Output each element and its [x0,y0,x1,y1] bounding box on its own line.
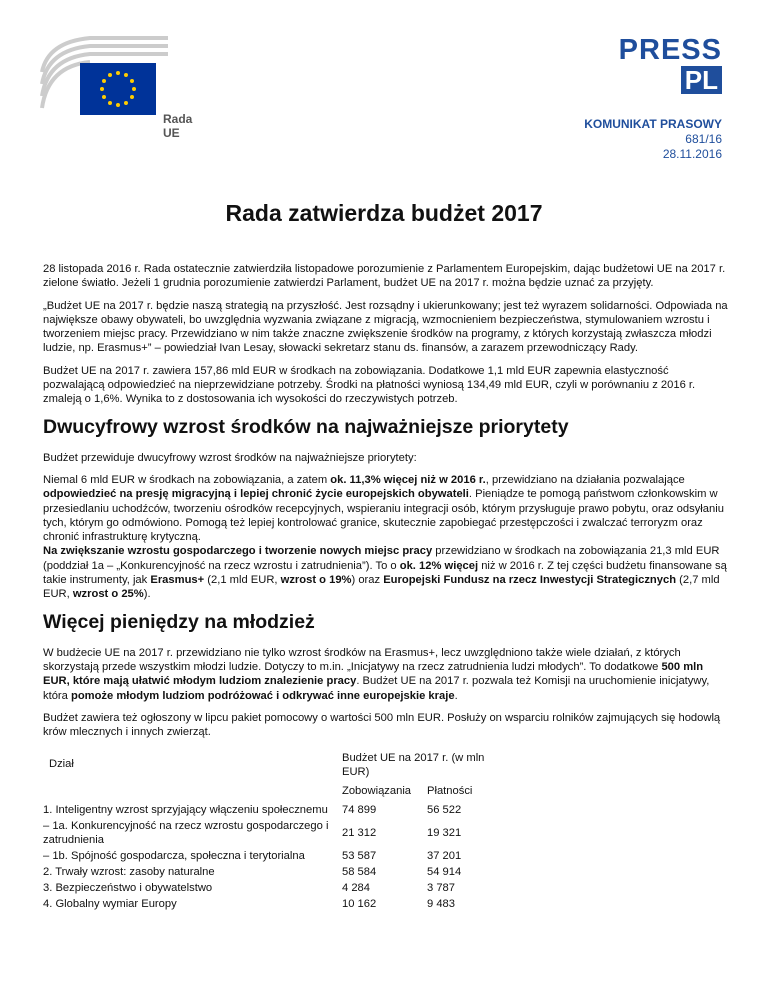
quote-paragraph: „Budżet UE na 2017 r. będzie naszą strategią na przyszłość. Jest rozsądny i ukierunkowany; jest też wyrazem solidarności. Odpowiada na największe obawy obywateli, bo uwzględnia wyzwania związane z migracją, wzmocnieniem bezpieczeństwa, stymulowaniem wzrostu i tworzeniem miejsc pracy. Przewidziano w nim także znaczne zwiększenie środków na programy, z których korzystają zwłaszcza młodzi ludzie, np. Erasmus+” – powiedział Ivan Lesay, słowacki sekretarz stanu ds. finansów, a zarazem przewodniczący Rady. [43,299,728,355]
growth-paragraph: Na zwiększanie wzrostu gospodarczego i tworzenie nowych miejsc pracy przewidziano w środkach na zobowiązania 21,3 mld EUR (poddział 1a – „Konkurencyjność na rzecz wzrostu i zatrudnienia”). To o ok. 12% więcej niż w 2016 r. Z tej części budżetu finansowane są takie instrumenty, jak Erasmus+ (2,1 mld EUR, wzrost o 19%) oraz Europejski Fundusz na rzecz Inwestycji Strategicznych (2,7 mld EUR, wzrost o 25%). [43,545,727,601]
article-body [43,262,728,912]
aid-paragraph: Budżet zawiera też ogłoszony w lipcu pakiet pomocowy o wartości 500 mln EUR. Posłuży on wsparciu rolników zajmujących się hodowlą krów mlecznych i innych zwierząt. [43,711,721,739]
release-info [584,117,722,162]
table-row: – 1a. Konkurencyjność na rzecz wzrostu gospodarczego i zatrudnienia 21 312 19 321 [43,820,462,847]
council-logo [38,32,193,140]
table-header-payments: Płatności [427,785,473,798]
migration-paragraph: Niemal 6 mld EUR w środkach na zobowiązania, a zatem ok. 11,3% więcej niż w 2016 r., przewidziano na działania pozwalające odpowiedzieć na presję migracyjną i lepiej chronić życie europejskich obywateli. Pieniądze te pomogą państwom członkowskim w przesiedlaniu uchodźców, tworzeniu ośrodków recepcyjnych, wspieraniu integracji osób, którym przysługuje prawo pobytu, oraz odsyłaniu tych, którym go odmówiono. Pomogą też lepiej kontrolować granice, skutecznie zapobiegać przestępczości i zwalczać terroryzm oraz chronić infrastrukturę krytyczną. [43,473,724,544]
table-row: 1. Inteligentny wzrost sprzyjający włączeniu społecznemu 74 899 56 522 [43,804,462,817]
table-row: 3. Bezpieczeństwo i obywatelstwo 4 284 3 787 [43,882,455,895]
eu-flag-icon [80,63,156,115]
press-badge [619,36,722,94]
budget-paragraph: Budżet UE na 2017 r. zawiera 157,86 mld EUR w środkach na zobowiązania. Dodatkowe 1,1 mld EUR zapewnia elastyczność pozwalającą odpowiedzieć na nieprzewidziane potrzeby. Środki na płatności wyniosą 134,49 mld EUR, czyli w porównaniu z 2016 r. zmaleją o 1,6%. Wynika to z dostosowania ich wysokości do rzeczywistych potrzeb. [43,364,696,406]
release-type: KOMUNIKAT PRASOWY [584,117,722,131]
section-heading-youth: Więcej pieniędzy na młodzież [43,610,315,633]
table-header-commitments: Zobowiązania [342,785,412,798]
section-heading-priorities: Dwucyfrowy wzrost środków na najważniejsze priorytety [43,415,569,438]
page-title: Rada zatwierdza budżet 2017 [225,200,543,226]
budget-table [43,747,497,912]
logo-label: Rada UE [163,112,193,140]
table-row: 2. Trwały wzrost: zasoby naturalne 58 584 54 914 [43,866,462,879]
table-row: 4. Globalny wymiar Europy 10 162 9 483 [43,898,455,911]
press-language: PL [681,66,722,94]
youth-paragraph: W budżecie UE na 2017 r. przewidziano nie tylko wzrost środków na Erasmus+, lecz uwzględniono także wiele działań, z których skorzystają przede wszystkim młodzi ludzie. Dotyczy to m.in. „Inicjatywy na rzecz zatrudnienia ludzi młodych”. To dodatkowe 500 mln EUR, które mają ułatwić młodym ludziom znalezienie pracy. Budżet UE na 2017 r. pozwala też Komisji na uruchomienie inicjatywy, która pomoże młodym ludziom podróżować i odkrywać inne europejskie kraje. [43,646,710,702]
table-row: – 1b. Spójność gospodarcza, społeczna i terytorialna 53 587 37 201 [43,850,462,863]
priorities-lead: Budżet przewiduje dwucyfrowy wzrost środków na najważniejsze priorytety: [43,451,417,464]
press-word: PRESS [618,34,722,66]
intro-paragraph: 28 listopada 2016 r. Rada ostatecznie zatwierdziła listopadowe porozumienie z Parlamentem Europejskim, dając budżetowi UE na 2017 r. zielone światło. Jeżeli 1 grudnia porozumienie zatwierdzi Parlament, budżet UE na 2017 r. można będzie uznać za przyjęty. [43,263,726,290]
table-header-section: Dział [49,757,74,770]
table-header-budget: Budżet UE na 2017 r. (w mln EUR) [342,752,485,779]
release-number: 681/16 [685,132,722,146]
release-date: 28.11.2016 [662,147,722,161]
